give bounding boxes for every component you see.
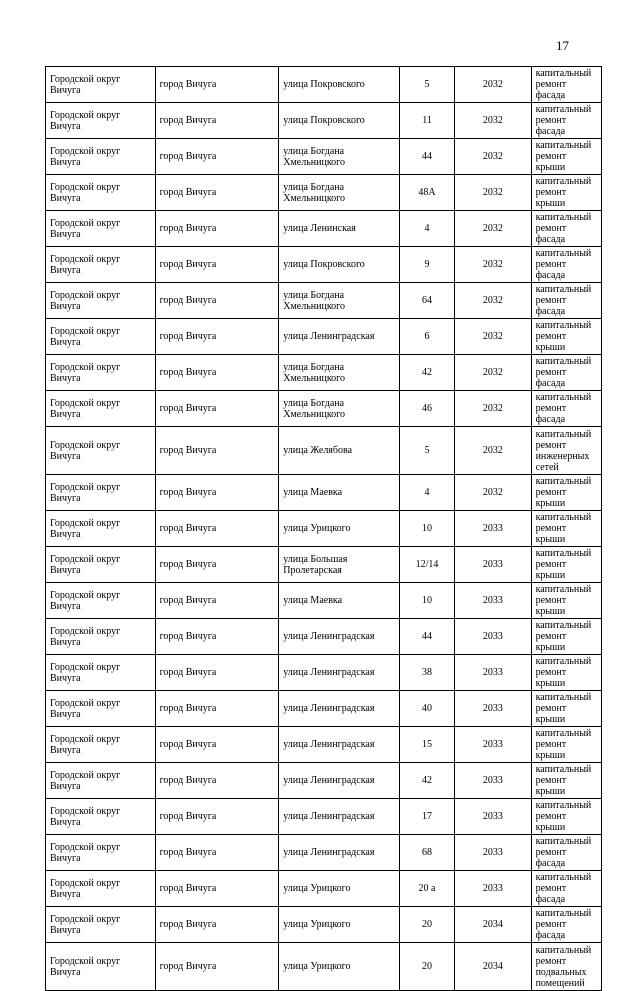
table-row	[46, 835, 602, 871]
street-cell: улица Богдана Хмельницкого	[279, 391, 400, 427]
work-type-cell: капитальный ремонт крыши	[531, 319, 601, 355]
year-cell: 2033	[455, 511, 531, 547]
house-number-cell: 10	[399, 583, 454, 619]
district-cell: Городской округ Вичуга	[46, 691, 156, 727]
street-cell: улица Ленинградская	[279, 835, 400, 871]
year-cell: 2032	[455, 283, 531, 319]
year-cell: 2033	[455, 583, 531, 619]
work-type-cell: капитальный ремонт фасада	[531, 871, 601, 907]
city-cell: город Вичуга	[155, 799, 279, 835]
city-cell: город Вичуга	[155, 943, 279, 991]
house-number-cell: 68	[399, 835, 454, 871]
work-type-cell: капитальный ремонт крыши	[531, 727, 601, 763]
district-cell: Городской округ Вичуга	[46, 475, 156, 511]
district-cell: Городской округ Вичуга	[46, 139, 156, 175]
street-cell: улица Покровского	[279, 67, 400, 103]
house-number-cell: 6	[399, 319, 454, 355]
table-row	[46, 427, 602, 475]
house-number-cell: 42	[399, 355, 454, 391]
street-cell: улица Богдана Хмельницкого	[279, 283, 400, 319]
city-cell: город Вичуга	[155, 907, 279, 943]
work-type-cell: капитальный ремонт крыши	[531, 547, 601, 583]
house-number-cell: 64	[399, 283, 454, 319]
table-row	[46, 943, 602, 991]
year-cell: 2033	[455, 835, 531, 871]
district-cell: Городской округ Вичуга	[46, 283, 156, 319]
year-cell: 2032	[455, 319, 531, 355]
house-number-cell: 5	[399, 67, 454, 103]
house-number-cell: 40	[399, 691, 454, 727]
street-cell: улица Ленинградская	[279, 655, 400, 691]
house-number-cell: 44	[399, 619, 454, 655]
house-number-cell: 5	[399, 427, 454, 475]
district-cell: Городской округ Вичуга	[46, 427, 156, 475]
city-cell: город Вичуга	[155, 583, 279, 619]
year-cell: 2033	[455, 655, 531, 691]
city-cell: город Вичуга	[155, 619, 279, 655]
city-cell: город Вичуга	[155, 475, 279, 511]
table-row	[46, 871, 602, 907]
table-row	[46, 727, 602, 763]
city-cell: город Вичуга	[155, 67, 279, 103]
house-number-cell: 42	[399, 763, 454, 799]
work-type-cell: капитальный ремонт крыши	[531, 655, 601, 691]
year-cell: 2032	[455, 355, 531, 391]
street-cell: улица Ленинградская	[279, 319, 400, 355]
street-cell: улица Желябова	[279, 427, 400, 475]
work-type-cell: капитальный ремонт фасада	[531, 211, 601, 247]
street-cell: улица Урицкого	[279, 907, 400, 943]
district-cell: Городской округ Вичуга	[46, 799, 156, 835]
city-cell: город Вичуга	[155, 247, 279, 283]
district-cell: Городской округ Вичуга	[46, 319, 156, 355]
table-row	[46, 547, 602, 583]
district-cell: Городской округ Вичуга	[46, 907, 156, 943]
table-row	[46, 763, 602, 799]
table-row	[46, 139, 602, 175]
work-type-cell: капитальный ремонт фасада	[531, 391, 601, 427]
street-cell: улица Ленинградская	[279, 799, 400, 835]
table-row	[46, 67, 602, 103]
work-type-cell: капитальный ремонт инженерных сетей	[531, 427, 601, 475]
street-cell: улица Покровского	[279, 103, 400, 139]
district-cell: Городской округ Вичуга	[46, 355, 156, 391]
street-cell: улица Ленинградская	[279, 691, 400, 727]
city-cell: город Вичуга	[155, 391, 279, 427]
table-row	[46, 355, 602, 391]
district-cell: Городской округ Вичуга	[46, 175, 156, 211]
district-cell: Городской округ Вичуга	[46, 763, 156, 799]
district-cell: Городской округ Вичуга	[46, 583, 156, 619]
table-row	[46, 619, 602, 655]
work-type-cell: капитальный ремонт крыши	[531, 175, 601, 211]
street-cell: улица Урицкого	[279, 943, 400, 991]
district-cell: Городской округ Вичуга	[46, 727, 156, 763]
house-number-cell: 15	[399, 727, 454, 763]
street-cell: улица Маевка	[279, 583, 400, 619]
year-cell: 2033	[455, 547, 531, 583]
street-cell: улица Ленинская	[279, 211, 400, 247]
house-number-cell: 46	[399, 391, 454, 427]
city-cell: город Вичуга	[155, 319, 279, 355]
city-cell: город Вичуга	[155, 871, 279, 907]
district-cell: Городской округ Вичуга	[46, 871, 156, 907]
year-cell: 2034	[455, 943, 531, 991]
year-cell: 2032	[455, 175, 531, 211]
table-row	[46, 907, 602, 943]
year-cell: 2032	[455, 67, 531, 103]
street-cell: улица Маевка	[279, 475, 400, 511]
repair-schedule-table	[45, 66, 602, 991]
house-number-cell: 11	[399, 103, 454, 139]
city-cell: город Вичуга	[155, 835, 279, 871]
street-cell: улица Большая Пролетарская	[279, 547, 400, 583]
work-type-cell: капитальный ремонт крыши	[531, 475, 601, 511]
work-type-cell: капитальный ремонт крыши	[531, 799, 601, 835]
work-type-cell: капитальный ремонт фасада	[531, 67, 601, 103]
work-type-cell: капитальный ремонт фасада	[531, 355, 601, 391]
house-number-cell: 9	[399, 247, 454, 283]
house-number-cell: 38	[399, 655, 454, 691]
district-cell: Городской округ Вичуга	[46, 547, 156, 583]
district-cell: Городской округ Вичуга	[46, 943, 156, 991]
work-type-cell: капитальный ремонт фасада	[531, 835, 601, 871]
table-row	[46, 391, 602, 427]
year-cell: 2033	[455, 619, 531, 655]
table-row	[46, 583, 602, 619]
district-cell: Городской округ Вичуга	[46, 655, 156, 691]
city-cell: город Вичуга	[155, 283, 279, 319]
street-cell: улица Богдана Хмельницкого	[279, 175, 400, 211]
city-cell: город Вичуга	[155, 691, 279, 727]
street-cell: улица Урицкого	[279, 511, 400, 547]
work-type-cell: капитальный ремонт крыши	[531, 511, 601, 547]
street-cell: улица Богдана Хмельницкого	[279, 139, 400, 175]
city-cell: город Вичуга	[155, 211, 279, 247]
page-number: 17	[556, 38, 569, 53]
year-cell: 2033	[455, 691, 531, 727]
table-row	[46, 175, 602, 211]
city-cell: город Вичуга	[155, 355, 279, 391]
city-cell: город Вичуга	[155, 139, 279, 175]
year-cell: 2033	[455, 727, 531, 763]
year-cell: 2033	[455, 763, 531, 799]
city-cell: город Вичуга	[155, 547, 279, 583]
table-row	[46, 511, 602, 547]
table-row	[46, 211, 602, 247]
street-cell: улица Ленинградская	[279, 763, 400, 799]
table-row	[46, 691, 602, 727]
house-number-cell: 10	[399, 511, 454, 547]
table-row	[46, 283, 602, 319]
table-row	[46, 799, 602, 835]
street-cell: улица Урицкого	[279, 871, 400, 907]
city-cell: город Вичуга	[155, 175, 279, 211]
work-type-cell: капитальный ремонт фасада	[531, 247, 601, 283]
house-number-cell: 17	[399, 799, 454, 835]
street-cell: улица Покровского	[279, 247, 400, 283]
year-cell: 2032	[455, 211, 531, 247]
year-cell: 2032	[455, 103, 531, 139]
city-cell: город Вичуга	[155, 727, 279, 763]
table-body	[46, 67, 602, 991]
street-cell: улица Ленинградская	[279, 619, 400, 655]
year-cell: 2032	[455, 427, 531, 475]
work-type-cell: капитальный ремонт крыши	[531, 139, 601, 175]
work-type-cell: капитальный ремонт крыши	[531, 691, 601, 727]
district-cell: Городской округ Вичуга	[46, 67, 156, 103]
house-number-cell: 44	[399, 139, 454, 175]
house-number-cell: 20	[399, 943, 454, 991]
year-cell: 2033	[455, 799, 531, 835]
work-type-cell: капитальный ремонт крыши	[531, 619, 601, 655]
work-type-cell: капитальный ремонт фасада	[531, 103, 601, 139]
table-row	[46, 475, 602, 511]
work-type-cell: капитальный ремонт фасада	[531, 907, 601, 943]
district-cell: Городской округ Вичуга	[46, 835, 156, 871]
year-cell: 2032	[455, 475, 531, 511]
city-cell: город Вичуга	[155, 763, 279, 799]
city-cell: город Вичуга	[155, 655, 279, 691]
district-cell: Городской округ Вичуга	[46, 619, 156, 655]
work-type-cell: капитальный ремонт фасада	[531, 283, 601, 319]
city-cell: город Вичуга	[155, 427, 279, 475]
year-cell: 2032	[455, 391, 531, 427]
work-type-cell: капитальный ремонт крыши	[531, 763, 601, 799]
district-cell: Городской округ Вичуга	[46, 103, 156, 139]
district-cell: Городской округ Вичуга	[46, 511, 156, 547]
city-cell: город Вичуга	[155, 103, 279, 139]
street-cell: улица Богдана Хмельницкого	[279, 355, 400, 391]
work-type-cell: капитальный ремонт крыши	[531, 583, 601, 619]
year-cell: 2032	[455, 139, 531, 175]
year-cell: 2033	[455, 871, 531, 907]
district-cell: Городской округ Вичуга	[46, 211, 156, 247]
house-number-cell: 20	[399, 907, 454, 943]
street-cell: улица Ленинградская	[279, 727, 400, 763]
house-number-cell: 48А	[399, 175, 454, 211]
house-number-cell: 20 а	[399, 871, 454, 907]
district-cell: Городской округ Вичуга	[46, 391, 156, 427]
house-number-cell: 12/14	[399, 547, 454, 583]
year-cell: 2032	[455, 247, 531, 283]
district-cell: Городской округ Вичуга	[46, 247, 156, 283]
table-row	[46, 655, 602, 691]
table-row	[46, 103, 602, 139]
table-row	[46, 247, 602, 283]
city-cell: город Вичуга	[155, 511, 279, 547]
work-type-cell: капитальный ремонт подвальных помещений	[531, 943, 601, 991]
table-row	[46, 319, 602, 355]
house-number-cell: 4	[399, 475, 454, 511]
house-number-cell: 4	[399, 211, 454, 247]
year-cell: 2034	[455, 907, 531, 943]
